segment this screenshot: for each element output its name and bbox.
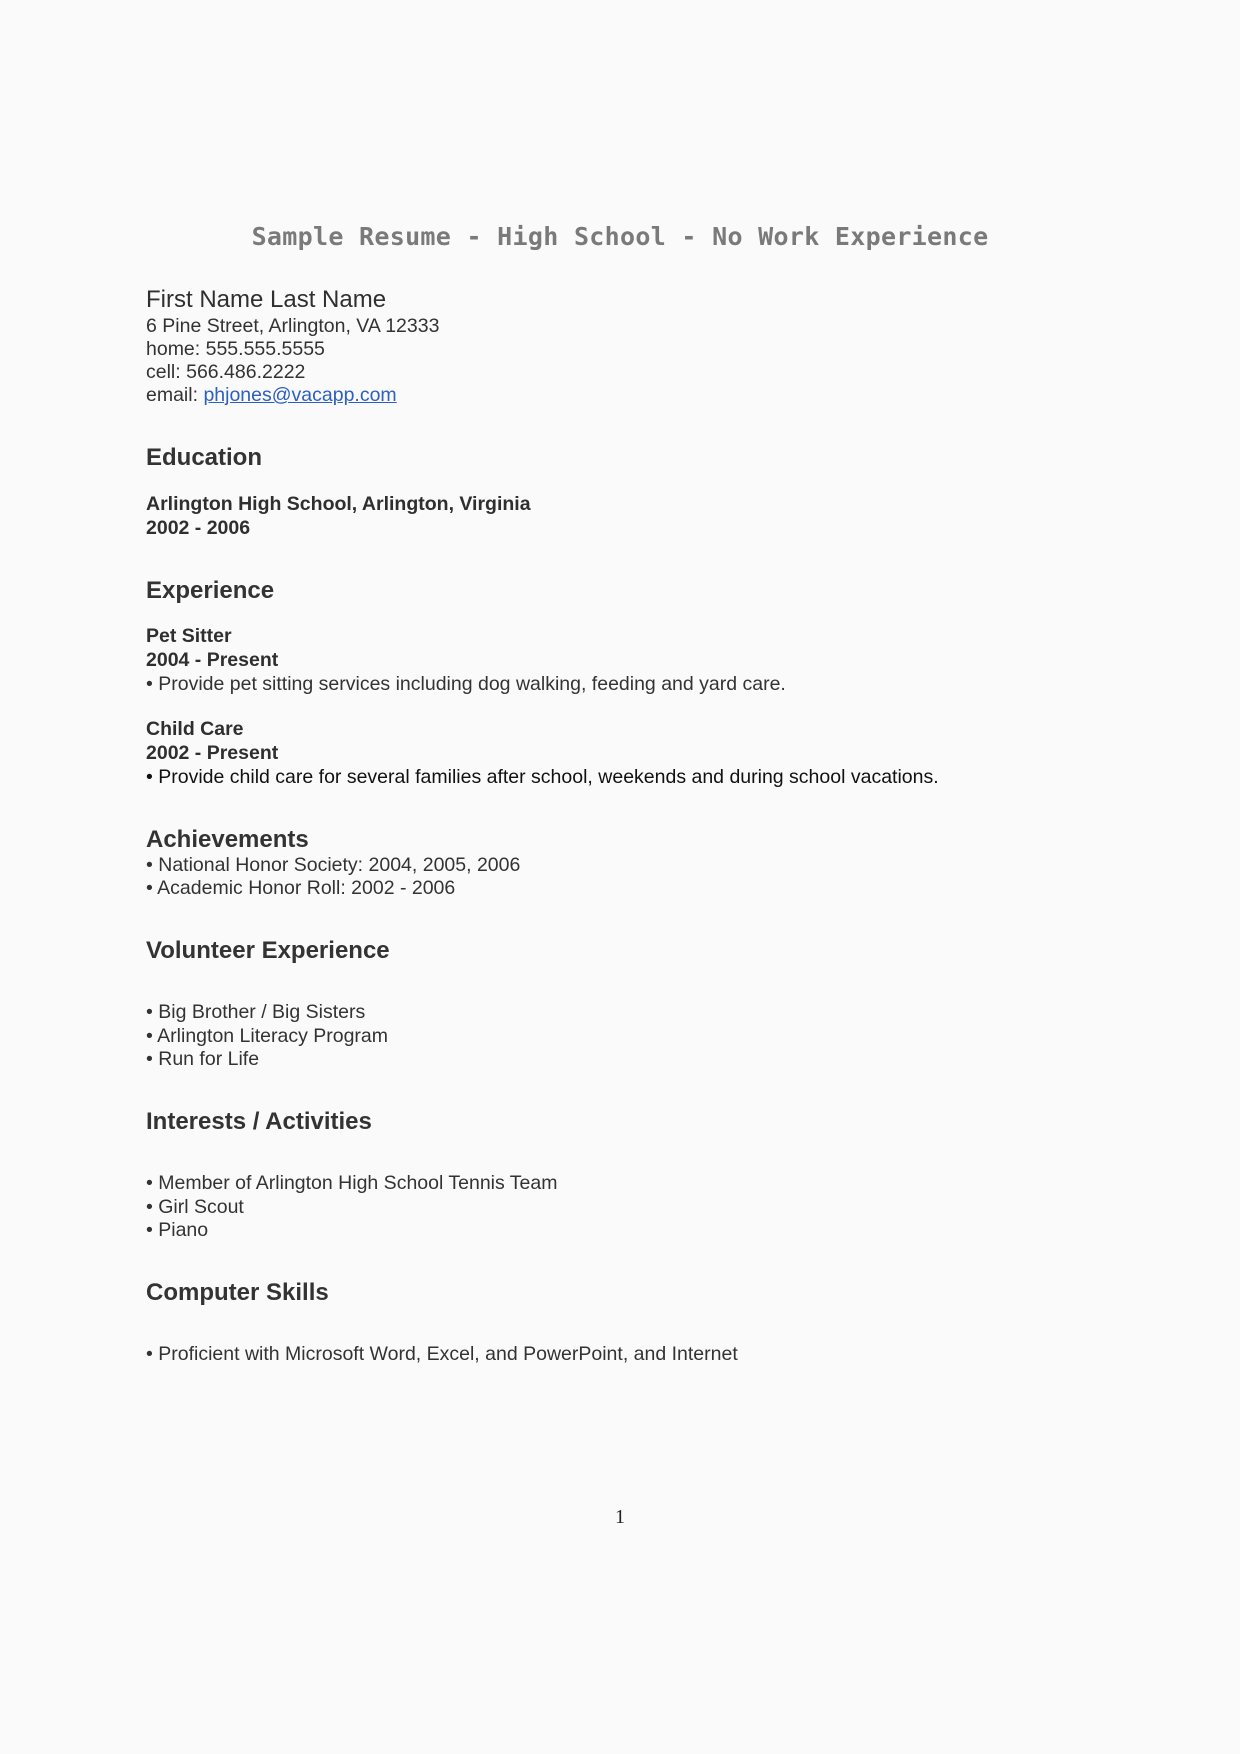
list-item: • Arlington Literacy Program [146,1025,389,1047]
interests-heading: Interests / Activities [146,1108,372,1135]
list-item: • Run for Life [146,1048,260,1070]
cell-phone-line: cell: 566.486.2222 [146,361,306,383]
list-item: • Member of Arlington High School Tennis Team [146,1172,558,1194]
list-item: • National Honor Society: 2004, 2005, 2006 [146,854,521,876]
job-bullet: • Provide child care for several families after school, weekends and during school vacations. [146,766,939,788]
job-title: Child Care [146,718,244,740]
volunteer-heading: Volunteer Experience [146,937,390,964]
list-item: • Proficient with Microsoft Word, Excel, and PowerPoint, and Internet [146,1343,738,1365]
list-item: • Girl Scout [146,1196,244,1218]
education-years: 2002 - 2006 [146,517,251,539]
document-title: Sample Resume - High School - No Work Experience [251,222,989,251]
education-school: Arlington High School, Arlington, Virginia [146,493,531,515]
home-phone-line: home: 555.555.5555 [146,338,325,360]
experience-heading: Experience [146,577,275,604]
list-item: • Big Brother / Big Sisters [146,1001,366,1023]
education-heading: Education [146,444,263,471]
achievements-heading: Achievements [146,826,309,853]
list-item: • Academic Honor Roll: 2002 - 2006 [146,877,456,899]
list-item: • Piano [146,1219,209,1241]
job-years: 2002 - Present [146,742,279,764]
skills-heading: Computer Skills [146,1279,329,1306]
job-bullet: • Provide pet sitting services including dog walking, feeding and yard care. [146,673,786,695]
address-line: 6 Pine Street, Arlington, VA 12333 [146,315,440,337]
page-number: 1 [615,1506,625,1528]
email-link[interactable]: phjones@vacapp.com [203,384,397,406]
applicant-name: First Name Last Name [146,286,387,313]
job-title: Pet Sitter [146,625,232,647]
email-label: email: [146,384,204,406]
email-line [146,384,397,407]
job-years: 2004 - Present [146,649,279,671]
